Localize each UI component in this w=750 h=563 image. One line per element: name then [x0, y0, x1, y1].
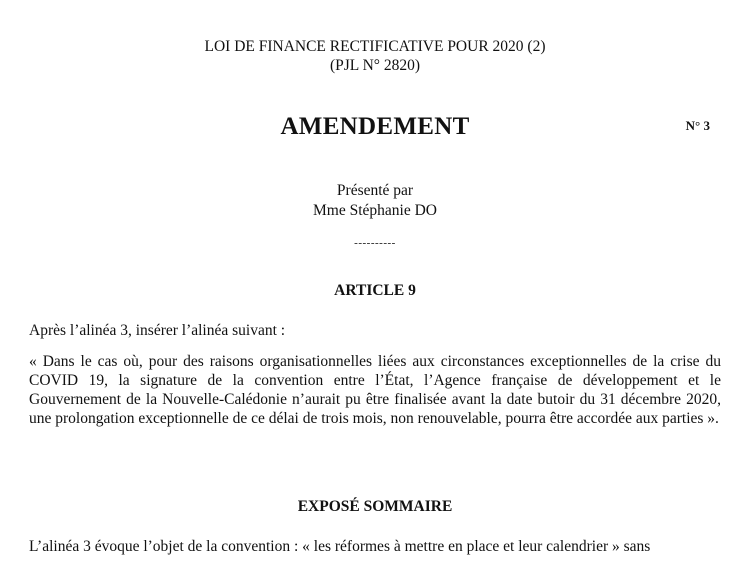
bill-reference: (PJL N° 2820) — [329, 57, 420, 74]
law-title: LOI DE FINANCE RECTIFICATIVE POUR 2020 (2) — [204, 38, 546, 55]
article-heading: ARTICLE 9 — [334, 282, 416, 299]
presented-by-label: Présenté par — [336, 182, 414, 199]
summary-text: L’alinéa 3 évoque l’objet de la convention : « les réformes à mettre en place et leur calendrier » sans — [29, 538, 651, 555]
article-intro: Après l’alinéa 3, insérer l’alinéa suivant : — [29, 322, 286, 339]
author-name: Mme Stéphanie DO — [313, 202, 437, 219]
amendment-title: AMENDEMENT — [280, 113, 470, 140]
separator-line: ---------- — [354, 237, 396, 249]
amendment-text: « Dans le cas où, pour des raisons organisationnelles liées aux circonstances exceptionnelles de la crise du COVID 19, la signature de la convention entre l’État, l’Agence française de développement et le Gouvernement de la Nouvelle-Calédonie n’aurait pu être finalisée avant la date butoir du 31 décembre 2020, une prolongation exceptionnelle de ce délai de trois mois, non renouvelable, pourra être accordée aux parties ». — [29, 353, 721, 427]
amendment-number: N° 3 — [685, 118, 710, 133]
summary-heading: EXPOSÉ SOMMAIRE — [297, 498, 453, 515]
